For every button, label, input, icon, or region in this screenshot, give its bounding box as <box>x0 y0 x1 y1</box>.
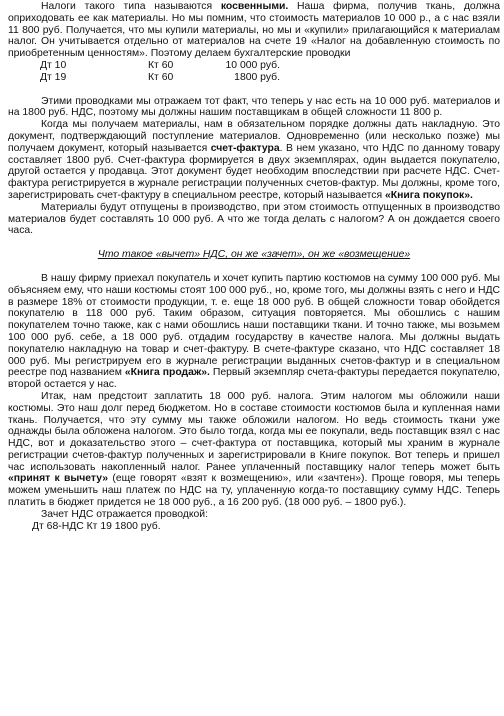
paragraph-indirect-taxes <box>8 1 500 60</box>
paragraph-production: Материалы будут отпущены в производство, при этом стоимость отпущенных в производство материалов будет составлять 10 000 руб. А что же тогда делать с налогом? А он дождается своего часа. <box>8 201 500 237</box>
bold-term: «Книга покупок». <box>385 189 473 201</box>
text-span: Первый экземпляр счета-фактуры передается покупателю, второй остается у нас. <box>8 367 500 391</box>
entry-amount: 10 000 руб. <box>225 59 280 71</box>
text-span: (еще говорят «взят к возмещению», или «зачтен»). Проще говоря, мы теперь можем уменьшить наш платеж по НДС на ту, уплаченную когда-то поставщику сумму НДС. Теперь платить в бюджет придется не 18 000 руб., а 16 200 руб. (18 000 руб. – 1800 руб.). <box>8 473 500 509</box>
accounting-entry <box>8 60 500 72</box>
bold-term: «Книга продаж». <box>124 367 210 379</box>
spacer <box>8 261 500 273</box>
text-span: Итак, нам предстоит заплатить 18 000 руб. налога. Этим налогом мы обложили наши костюмы. Это наш долг перед бюджетом. Но в составе стоимости костюмов была и купленная нами ткань. Получается, что эту сумму мы также обложили налогом. Но ведь стоимость ткани уже однажды была обложена налогом. Это было тогда, когда мы ее покупали, ведь поставщик взял с нас НДС, вот и доказательство этого – счет-фактура от поставщика, который мы храним в журнале регистрации счетов-фактур полученных и зарегистрировали в Книге покупок. Вот теперь и пришел час использовать накопленный налог. Ранее уплаченный поставщику налог теперь может быть <box>8 390 500 473</box>
text-span: Когда мы получаем материалы, нам в обязательном порядке должны дать накладную. Это документ, подтверждающий поступление материалов. Одновременно (или несколько позже) мы получаем документ, который называется <box>8 119 500 154</box>
spacer <box>8 84 500 96</box>
entry-amount: 1800 руб. <box>234 71 280 83</box>
debit-account: Дт 19 <box>40 71 67 83</box>
spacer <box>8 237 500 249</box>
paragraph-buyer <box>8 273 500 391</box>
text-span: В нашу фирму приехал покупатель и хочет купить партию костюмов на сумму 100 000 руб. Мы объясняем ему, что наши костюмы стоят 100 000 руб., но, кроме того, мы должны взять с него и НДС в размере 18% от стоимости продукции, т. е. еще 18 000 руб. В общей сложности товар обойдется покупателю в 118 000 руб. Таким образом, ситуация повторяется. Мы обошлись с нашим покупателем точно также, как с нами обошлись наши поставщики ткани. И точно также, мы возьмем 100 000 руб. себе, а 18 000 руб. отдадим государству в качестве налога. Мы должны выдать покупателю накладную на товар и счет-фактуру. В счете-фактуре сказано, что НДС составляет 18 000 руб. Мы регистрируем его в журнале регистрации выданных счетов-фактур и в специальном реестре под названием <box>8 272 500 379</box>
credit-account: Кт 60 <box>148 71 174 83</box>
bold-term: «принят к вычету» <box>8 473 109 485</box>
bold-term: счет-фактура <box>210 142 280 154</box>
text-span: Наша фирма, получив ткань, должна оприходовать ее как материалы. Но мы помним, что стоимость материалов 10 000 р., а с нас взяли 11 800 руб. Получается, что мы купили материалы, но мы и «купили» прилагающийся к материалам налог. Он учитывается отдельно от материалов на счете 19 «Налог на добавленную стоимость по приобретенным ценностям». Поэтому делаем бухгалтерские проводки <box>8 1 500 60</box>
bold-term: косвенными. <box>220 1 289 12</box>
credit-account: Кт 60 <box>148 59 174 71</box>
text-span: Налоги такого типа называются <box>41 1 221 12</box>
text-span: . В нем указано, что НДС по данному товару составляет 1800 руб. Счет-фактура формируется в двух экземплярах, один выдается покупателю, другой остается у продавца. Этот документ будет необходим впоследствии при расчете НДС. Счет-фактура регистрируется в журнале регистрации полученных счетов-фактур. Мы должны, кроме того, зарегистрировать счет-фактуру в специальном реестре, который называется <box>8 142 501 201</box>
debit-account: Дт 10 <box>40 59 67 71</box>
paragraph-entries-meaning: Этими проводками мы отражаем тот факт, что теперь у нас есть на 10 000 руб. материалов и на 1800 руб. НДС, поэтому мы должны нашим поставщикам в общей сложности 11 800 р. <box>8 95 500 119</box>
section-heading: Что такое «вычет» НДС, он же «зачет», он же «возмещение» <box>97 249 411 261</box>
accounting-entry <box>8 72 500 84</box>
paragraph-deduction <box>8 391 500 509</box>
paragraph-invoice <box>8 119 500 202</box>
accounting-entry-vat: Дт 68-НДС Кт 19 1800 руб. <box>32 520 161 532</box>
paragraph-entry-intro: Зачет НДС отражается проводкой: <box>41 508 208 520</box>
